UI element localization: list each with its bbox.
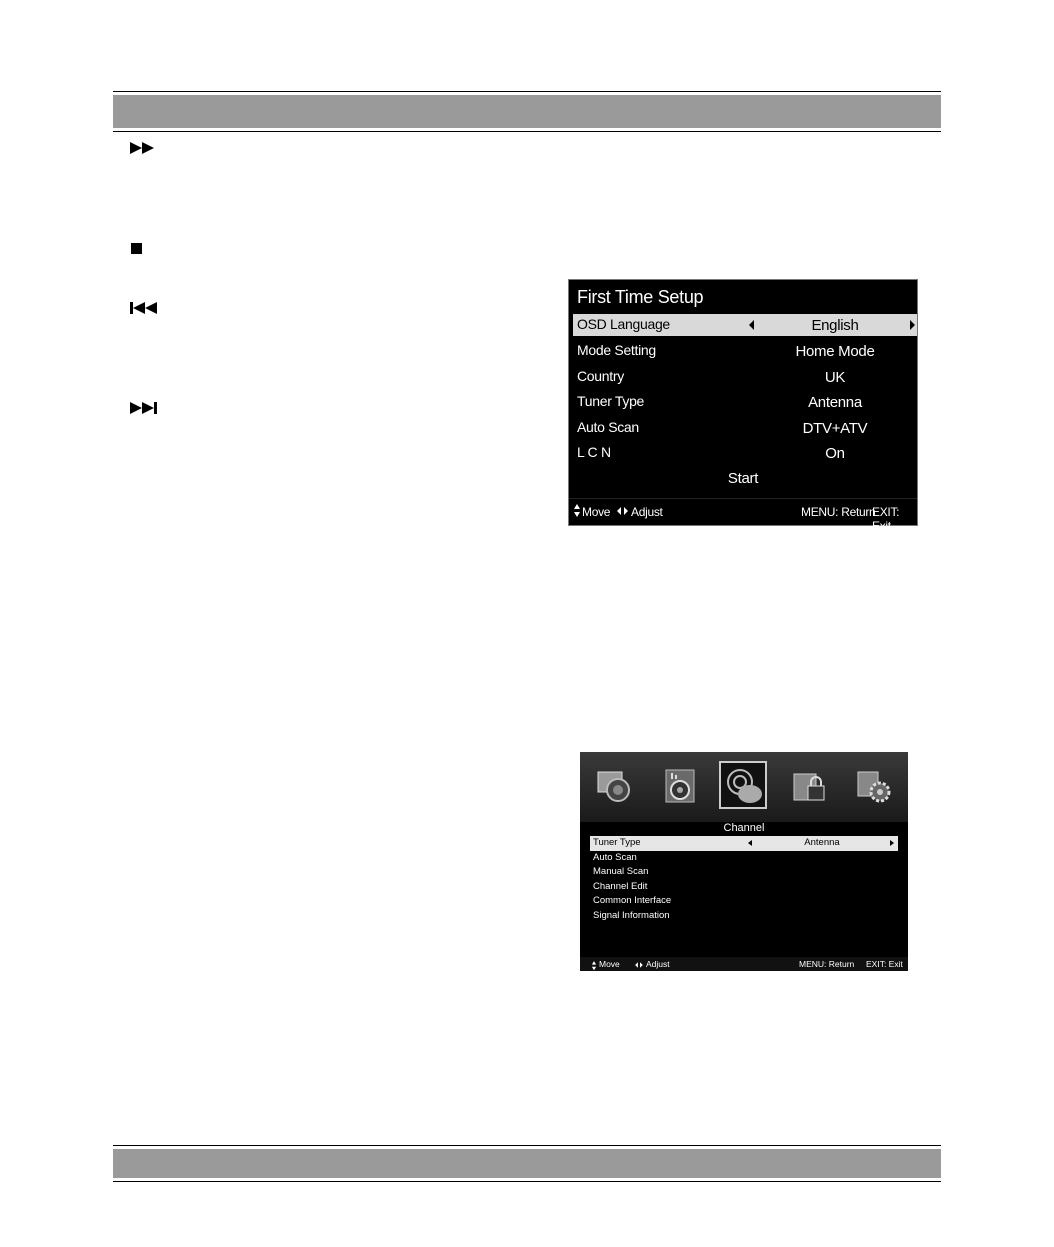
fts-row-osd-language[interactable] (573, 314, 917, 336)
arrow-right-icon[interactable] (910, 320, 915, 330)
arrow-left-icon[interactable] (749, 320, 754, 330)
fts-row-label: L C N (577, 444, 611, 460)
fts-row-label: Mode Setting (577, 342, 656, 358)
ch-row-label: Tuner Type (593, 837, 641, 848)
fts-row-mode-setting[interactable] (573, 340, 917, 362)
ch-row-label: Manual Scan (593, 866, 649, 877)
fts-row-label: Auto Scan (577, 419, 639, 435)
fts-row-label: Country (577, 368, 624, 384)
previous-icon (130, 302, 157, 314)
start-button[interactable]: Start (727, 470, 759, 487)
fts-row-label: Tuner Type (577, 393, 645, 409)
footer-menu: MENU: Return (799, 959, 855, 969)
stop-icon (131, 243, 142, 254)
fts-row-value: Antenna (808, 394, 862, 411)
ch-row-value: Antenna (804, 837, 840, 848)
footer-move: Move (582, 505, 611, 519)
footer-move: Move (599, 959, 620, 969)
fts-row-auto-scan[interactable] (573, 417, 917, 439)
footer-adjust: Adjust (631, 505, 663, 519)
channel-menu-screen (580, 752, 908, 971)
first-time-setup-screen (568, 279, 918, 533)
fast-forward-icon (130, 142, 154, 154)
footer-bar (113, 1149, 941, 1178)
up-down-icon (574, 504, 580, 518)
ch-row-tuner-type[interactable] (590, 836, 898, 851)
picture-icon[interactable] (594, 766, 634, 806)
footer-rule-bottom (113, 1181, 941, 1182)
ch-row-label: Common Interface (593, 895, 672, 906)
header-bar (113, 95, 941, 128)
ch-row-auto-scan[interactable] (590, 851, 898, 866)
setup-icon[interactable] (854, 766, 894, 806)
menu-icon-bar (580, 752, 908, 822)
up-down-icon (592, 961, 596, 971)
ch-row-label: Auto Scan (593, 851, 637, 863)
channel-menu-list (590, 836, 898, 923)
fts-row-lcn[interactable] (573, 442, 917, 464)
footer-menu: MENU: Return (801, 505, 876, 519)
footer-rule-top (113, 1145, 941, 1146)
fts-footer (569, 498, 917, 533)
ch-row-channel-edit[interactable] (590, 880, 898, 895)
channel-icon[interactable] (718, 760, 768, 810)
fts-row-value: DTV+ATV (802, 420, 868, 437)
header-rule-bottom (113, 131, 941, 132)
ch-row-signal-information[interactable] (590, 909, 898, 924)
fts-row-value: English (811, 317, 859, 334)
fts-row-label: OSD Language (577, 316, 670, 332)
footer-exit: EXIT: Exit (866, 959, 903, 969)
footer-adjust: Adjust (646, 959, 670, 969)
header-rule-top (113, 91, 941, 92)
fts-row-value: On (825, 445, 845, 462)
fts-row-value: Home Mode (795, 343, 875, 360)
footer-exit: EXIT: Exit (872, 505, 900, 533)
ch-row-label: Channel Edit (593, 880, 648, 892)
fts-row-tuner-type[interactable] (573, 391, 917, 413)
ch-row-manual-scan[interactable] (590, 865, 898, 880)
fts-title: First Time Setup (577, 287, 704, 307)
ch-row-common-interface[interactable] (590, 894, 898, 909)
ch-footer (580, 957, 908, 971)
next-icon (130, 402, 157, 414)
ch-row-label: Signal Information (593, 909, 670, 921)
left-right-icon (617, 507, 631, 515)
fts-row-country[interactable] (573, 366, 917, 388)
left-right-icon (635, 962, 645, 968)
channel-menu-title: Channel (723, 822, 765, 834)
sound-icon[interactable] (660, 766, 700, 806)
arrow-right-icon[interactable] (890, 840, 894, 846)
lock-icon[interactable] (790, 766, 830, 806)
fts-row-value: UK (824, 369, 846, 386)
arrow-left-icon[interactable] (748, 840, 752, 846)
